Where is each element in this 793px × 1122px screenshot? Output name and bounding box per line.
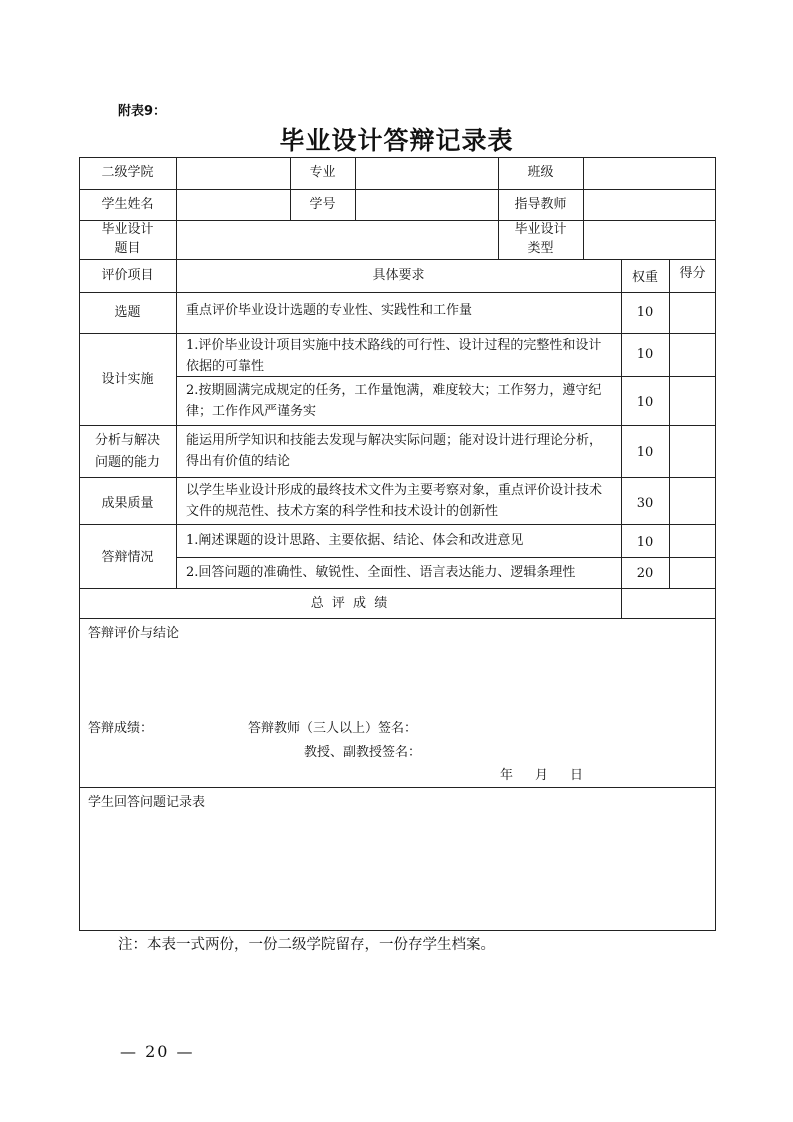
row-divider [79,787,716,788]
header-requirement: 具体要求 [372,268,425,283]
criterion-item: 成果质量 [101,496,154,511]
page-number: — 20 — [120,1042,195,1061]
criterion-weight: 20 [636,566,654,581]
header-weight: 权重 [631,270,658,285]
topic-label-line1: 毕业设计 [101,222,154,237]
criterion-requirement: 1.评价毕业设计项目实施中技术路线的可行性、设计过程的完整性和设计依据的可靠性 [186,338,602,374]
advisor-label: 指导教师 [514,197,567,212]
date-year: 年 [500,768,514,783]
row-divider [176,557,716,558]
type-label-line1: 毕业设计 [514,222,567,237]
criterion-weight: 30 [636,496,654,511]
row-divider [79,618,716,619]
criterion-weight: 10 [636,305,654,320]
criterion-item: 答辩情况 [101,550,154,565]
header-score: 得分 [679,266,706,281]
col-divider [355,157,356,220]
criterion-requirement: 1.阐述课题的设计思路、主要依据、结论、体会和改进意见 [186,533,524,548]
student-id-label: 学号 [309,197,336,212]
student-name-label: 学生姓名 [101,197,154,212]
criterion-requirement: 2.回答问题的准确性、敏锐性、全面性、语言表达能力、逻辑条理性 [186,565,576,580]
college-label: 二级学院 [101,165,154,180]
col-divider [176,157,177,588]
criterion-item: 选题 [114,305,141,320]
criterion-requirement: 2.按期圆满完成规定的任务，工作量饱满，难度较大；工作努力，遵守纪律；工作作风严谨务实 [186,383,602,419]
criterion-weight: 10 [636,535,654,550]
criterion-weight: 10 [636,395,654,410]
date-month: 月 [535,768,549,783]
header-item: 评价项目 [101,268,154,283]
criterion-weight: 10 [636,445,654,460]
topic-label-line2: 题目 [114,241,141,256]
footnote: 注：本表一式两份，一份二级学院留存，一份存学生档案。 [118,937,495,953]
date-day: 日 [570,768,584,783]
evaluation-heading: 答辩评价与结论 [88,626,180,641]
criterion-item-line2: 问题的能力 [94,455,160,470]
professor-signature-label: 教授、副教授签名： [304,745,422,760]
criterion-item: 设计实施 [101,372,154,387]
major-label: 专业 [309,165,336,180]
row-divider [79,189,716,190]
criterion-requirement: 能运用所学知识和技能去发现与解决实际问题；能对设计进行理论分析，得出有价值的结论 [186,433,603,469]
defense-score-label: 答辩成绩： [88,721,154,736]
committee-signature-label: 答辩教师（三人以上）签名： [248,721,418,736]
criterion-requirement: 重点评价毕业设计选题的专业性、实践性和工作量 [186,303,473,318]
type-label-line2: 类型 [527,241,554,256]
criterion-weight: 10 [636,347,654,362]
col-divider [583,157,584,259]
page-title: 毕业设计答辩记录表 [279,126,514,155]
col-divider [669,259,670,588]
annex-label: 附表9： [118,104,167,119]
total-score-label: 总 评 成 绩 [310,596,390,611]
qa-record-heading: 学生回答问题记录表 [88,795,206,810]
criterion-requirement: 以学生毕业设计形成的最终技术文件为主要考察对象，重点评价设计技术文件的规范性、技术方案的科学性和技术设计的创新性 [186,483,603,519]
class-label: 班级 [527,165,554,180]
criterion-item-line1: 分析与解决 [94,433,160,448]
